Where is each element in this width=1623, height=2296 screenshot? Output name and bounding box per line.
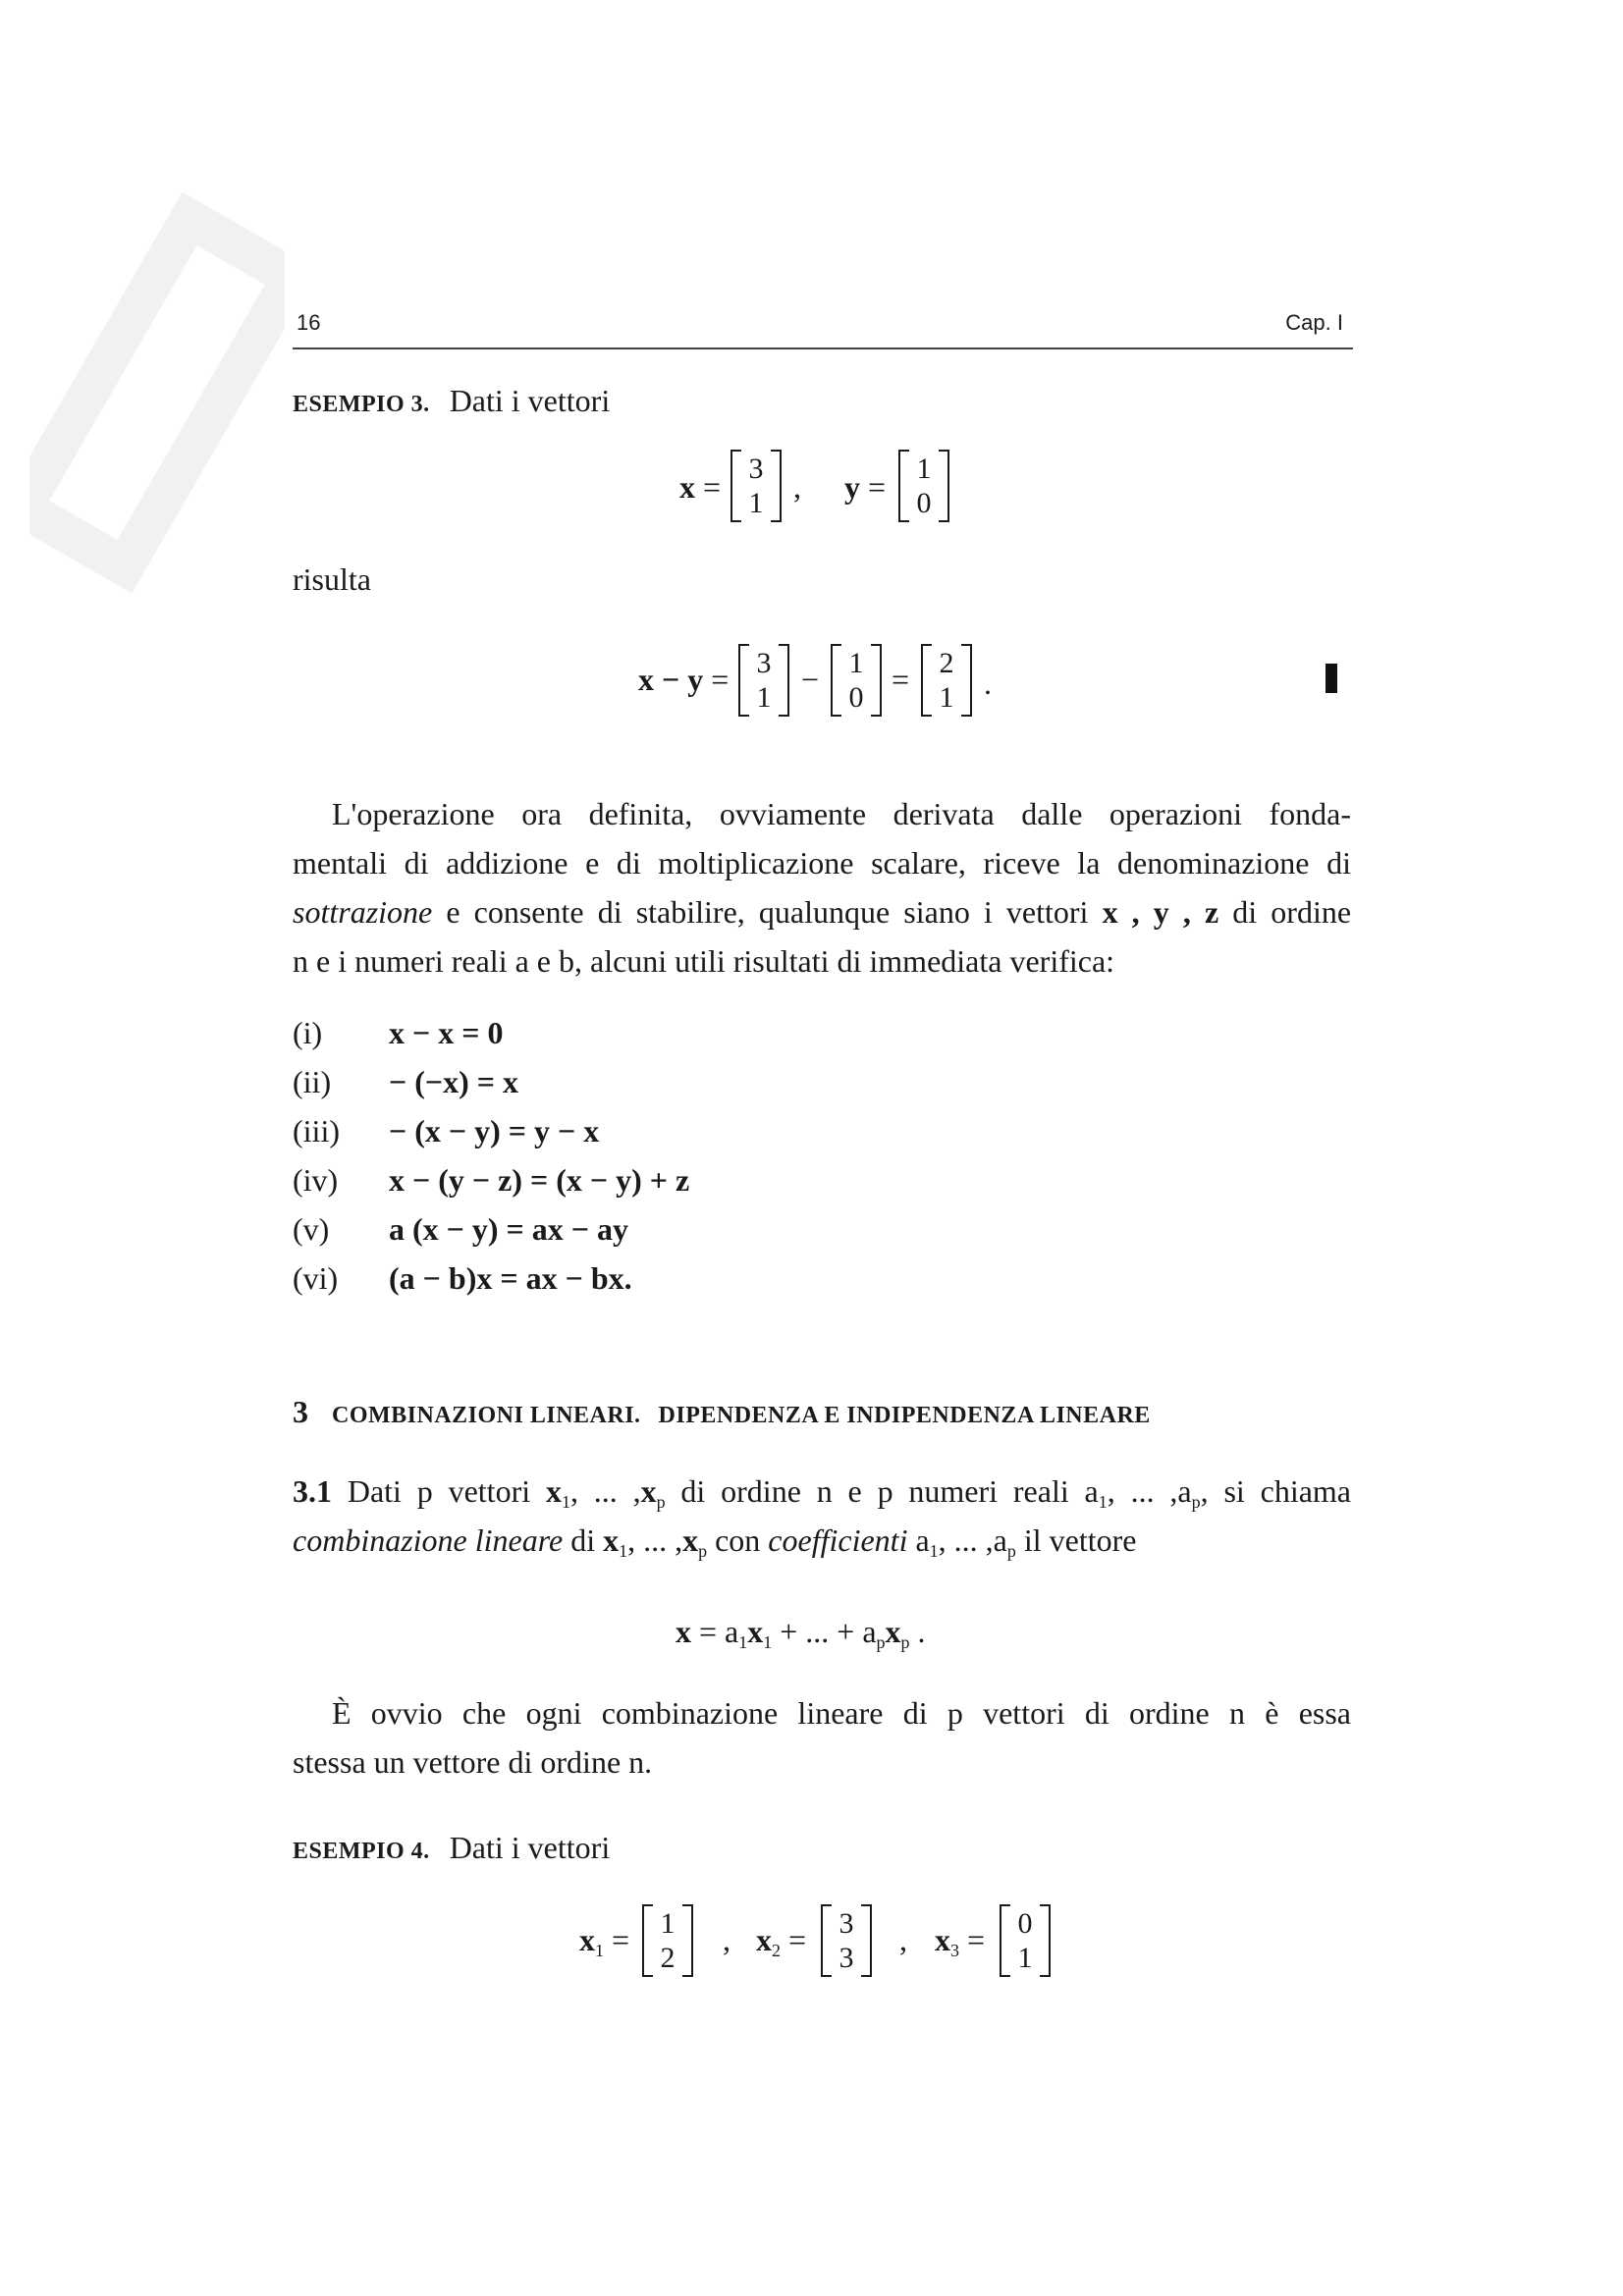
x3-label: $x_3$ = bbox=[935, 1922, 986, 1960]
section-number: 3 bbox=[293, 1394, 308, 1429]
section-heading bbox=[293, 1396, 1151, 1427]
property-num: (ii) bbox=[293, 1064, 332, 1099]
section-title-b: DIPENDENZA E INDIPENDENZA LINEARE bbox=[658, 1403, 1151, 1428]
linear-combination-equation: $x = a_1x_1$ + ... + $a_px_p$ . bbox=[676, 1614, 926, 1652]
minus-sign: − bbox=[801, 662, 820, 697]
running-head bbox=[293, 294, 1353, 349]
watermark-logo bbox=[29, 118, 285, 667]
page-number: 16 bbox=[297, 310, 321, 335]
equals-sign: = bbox=[892, 662, 910, 697]
chapter-label: Cap. I bbox=[1285, 310, 1343, 335]
example3-intro: Dati i vettori bbox=[449, 383, 611, 418]
example3-label: ESEMPIO 3. bbox=[293, 392, 430, 417]
property-formula: x − x = 0 bbox=[389, 1015, 504, 1050]
property-formula: − (x − y) = y − x bbox=[389, 1113, 600, 1148]
comma: , bbox=[899, 1922, 907, 1957]
property-num: (iii) bbox=[293, 1113, 340, 1148]
vector-x-entry-2: 1 bbox=[748, 487, 764, 519]
vector-x1: 1 2 bbox=[642, 1904, 693, 1977]
vector-y-entry-2: 0 bbox=[916, 487, 932, 519]
paragraph-subtraction: L'operazione ora definita, ovviamente derivata dalle operazioni fonda- mentali di addizione e di moltiplicazione scalare, riceve la denominazione di sottrazione e consente di stabilire, qualunque siano i vettori x , y , z di ordine n e i numeri reali a e b, alcuni utili risultati di immediata verifica: bbox=[293, 796, 1352, 979]
comma: , bbox=[723, 1922, 730, 1957]
property-formula: x − (y − z) = (x − y) + z bbox=[389, 1162, 690, 1198]
property-num: (iv) bbox=[293, 1162, 339, 1198]
vector-x3: 0 1 bbox=[1000, 1904, 1051, 1977]
subsection-number: 3.1 bbox=[293, 1473, 332, 1509]
paragraph-obvious: È ovvio che ogni combinazione lineare di p vettori di ordine n è essa stessa un vettore di ordine n. bbox=[293, 1695, 1351, 1780]
difference-term-2: 1 0 bbox=[831, 644, 882, 717]
vector-y-entry-1: 1 bbox=[916, 453, 932, 485]
definition-linear-combination: 3.1 Dati p vettori $x_1$, ... $,x_p$ di ordine n e p numeri reali $a_1$, ... $,a_p$, si chiama combinazione lineare di $x_1$, ... $,x_p$ con coefficienti $a_1$, ... $,a_p$ il vettore bbox=[293, 1473, 1351, 1561]
example4-label: ESEMPIO 4. bbox=[293, 1839, 430, 1864]
x2-label: $x_2$ = bbox=[756, 1922, 807, 1960]
property-num: (i) bbox=[293, 1015, 323, 1050]
property-formula: a (x − y) = ax − ay bbox=[389, 1211, 629, 1247]
result-word: risulta bbox=[293, 561, 371, 597]
vector-x-entry-1: 3 bbox=[748, 453, 764, 485]
property-formula: − (−x) = x bbox=[389, 1064, 519, 1099]
property-formula: (a − b)x = ax − bx. bbox=[389, 1260, 632, 1296]
vector-x bbox=[730, 450, 782, 522]
vector-y bbox=[898, 450, 949, 522]
x1-label: $x_1$ = bbox=[579, 1922, 630, 1960]
example3-heading bbox=[293, 385, 610, 416]
difference-lhs: x − y = bbox=[638, 662, 730, 697]
difference-result: 2 1 bbox=[921, 644, 972, 717]
example4-heading bbox=[293, 1832, 610, 1863]
comma: , bbox=[793, 469, 801, 505]
property-num: (vi) bbox=[293, 1260, 339, 1296]
period: . bbox=[984, 666, 992, 701]
y-label: y = bbox=[844, 469, 887, 505]
difference-term-1: 3 1 bbox=[738, 644, 789, 717]
section-title-a: COMBINAZIONI LINEARI. bbox=[332, 1403, 641, 1428]
end-of-example-mark bbox=[1325, 664, 1337, 693]
x-label: x = bbox=[679, 469, 722, 505]
vector-x2: 3 3 bbox=[821, 1904, 872, 1977]
example4-intro: Dati i vettori bbox=[449, 1830, 611, 1865]
property-num: (v) bbox=[293, 1211, 330, 1247]
